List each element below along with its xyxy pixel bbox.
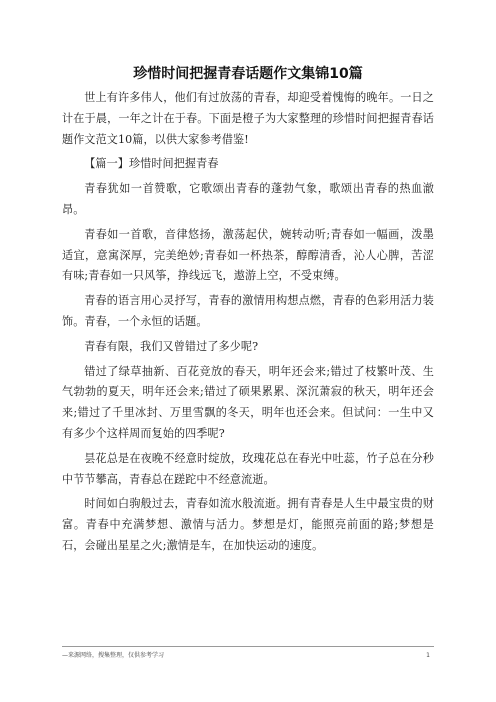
page-number: 1: [426, 652, 430, 659]
section-heading: 【篇一】珍惜时间把握青春: [84, 157, 219, 171]
body-paragraph: 时间如白驹般过去，青春如流水般流逝。拥有青春是人生中最宝贵的财富。青春中充满梦想、激情与活力。梦想是灯，能照亮前面的路;梦想是石，会碰出星星之火;激情是车，在加快运动的速度。: [62, 497, 434, 552]
page-title: 珍惜时间把握青春话题作文集锦10篇: [133, 66, 363, 82]
footer-note: —来源网络，搜集整理，仅供参考学习: [62, 652, 165, 659]
body-paragraph: 青春犹如一首赞歌，它歌颂出青春的蓬勃气象，歌颂出青春的热血澈昂。: [62, 182, 434, 216]
body-paragraph: 错过了绿草抽新、百花竞放的春天，明年还会来;错过了枝繁叶茂、生气勃勃的夏天，明年还会来;错过了硕果累累、深沉萧寂的秋天，明年还会来;错过了千里冰封、万里雪飘的冬天，明年也还会来。但试问：一生中又有多少个这样周而复始的四季呢?: [62, 364, 434, 440]
body-paragraph: 昙花总是在夜晚不经意时绽放，玫瑰花总在春光中吐蕊，竹子总在分秒中节节攀高，青春总在蹉跎中不经意流逝。: [62, 451, 434, 486]
body-paragraph: 青春的语言用心灵抒写，青春的激情用构想点燃，青春的色彩用活力装饰。青春，一个永恒的话题。: [62, 294, 434, 328]
intro-paragraph: 世上有许多伟人，他们有过放荡的青春，却迎受着愧悔的晚年。一日之计在于晨，一年之计在于春。下面是橙子为大家整理的珍惜时间把握青春话题作文范文10篇，以供大家参考借鉴!: [62, 91, 434, 146]
body-paragraph: 青春有限，我们又曾错过了多少呢?: [84, 339, 259, 353]
page-footer: [62, 646, 434, 661]
body-paragraph: 青春如一首歌，音律悠扬，激荡起伏，婉转动听;青春如一幅画，泼墨适宜，意寓深厚，完美绝妙;青春如一杯热茶，醇醇清香，沁人心脾，苦涩有味;青春如一只风筝，挣线远飞，遨游上空，不受束缚。: [62, 227, 434, 283]
article-body: [62, 88, 434, 561]
